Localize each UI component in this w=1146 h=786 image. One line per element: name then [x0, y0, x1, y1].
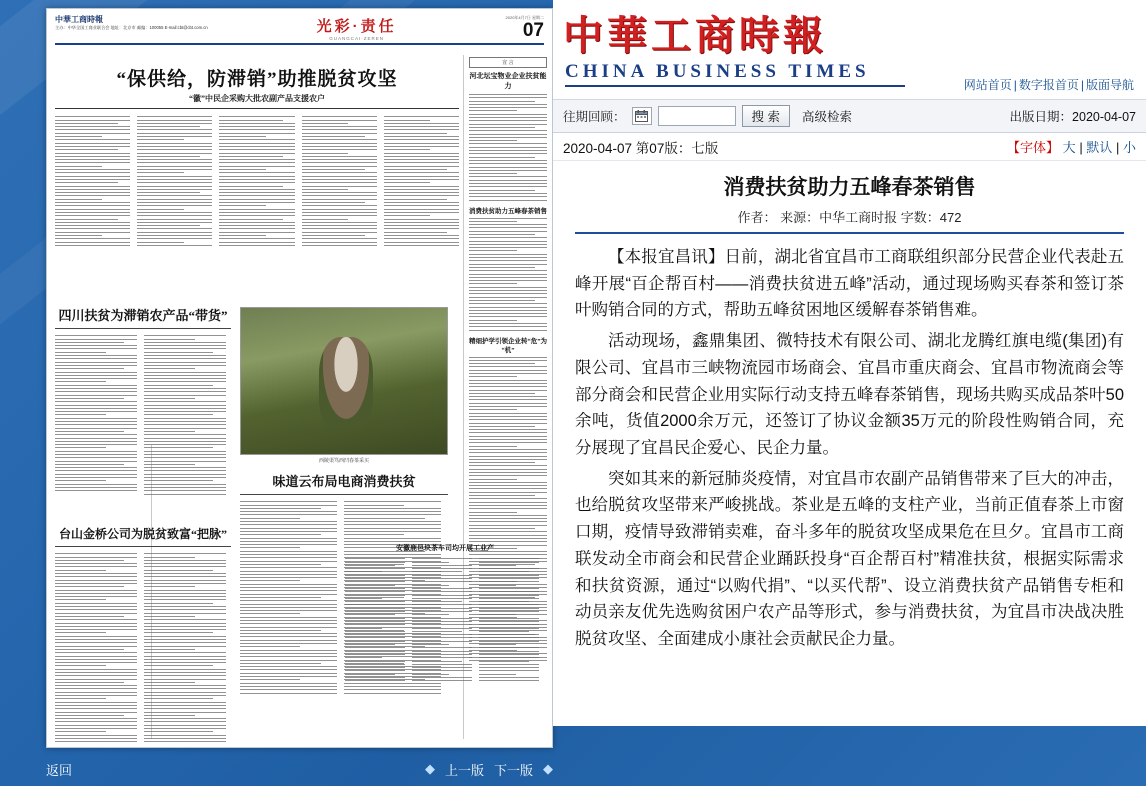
publish-date-label: 出版日期： — [1009, 110, 1073, 124]
link-home[interactable]: 网站首页 — [963, 78, 1012, 92]
article-title: 消费扶贫助力五峰春茶销售 — [723, 175, 976, 199]
header-links — [962, 76, 1136, 93]
newspaper-page-image[interactable] — [46, 8, 553, 748]
newspaper-section-header — [317, 15, 397, 41]
article-body — [575, 244, 1124, 653]
newspaper-section-title: 光彩·责任 — [316, 18, 397, 35]
newspaper-masthead — [55, 15, 544, 45]
search-button[interactable]: 搜 索 — [742, 105, 790, 127]
newspaper-headline: “保供给，防滞销”助推脱贫攻坚 — [116, 69, 398, 90]
newspaper-subheadline: 河北坛宝物业企业扶贫能力 — [469, 72, 547, 90]
article-text-column — [55, 333, 137, 497]
site-brand-cn: 中華工商時報 — [563, 13, 827, 58]
article-paragraph: 活动现场，鑫鼎集团、微特技术有限公司、湖北龙腾红旗电缆(集团)有限公司、宜昌市三峡物流园市场商会、宜昌市重庆商会、宜昌市物流商会等部分商会和民营企业用实际行动支持五峰春茶销售，现场共购买成品茶叶50余吨，货值2000余万元，还签订了协议金额35万元的阶段性购销合同，充分展现了宜昌民企爱心、民企力量。 — [575, 332, 1124, 458]
article-text-column — [345, 556, 405, 684]
article-text-column — [144, 333, 226, 497]
article-divider — [575, 232, 1124, 234]
newspaper-subheadline: 精细护学引领企业转“危”为“机” — [469, 337, 547, 354]
article-byline: 作者： 来源：中华工商时报 字数：472 — [737, 210, 962, 225]
article-text-column — [144, 551, 226, 745]
newspaper-subheadline: 消费扶贫助力五峰春茶销售 — [469, 207, 547, 215]
newspaper-section-pinyin: GUANGCAI·ZEREN — [329, 36, 384, 41]
font-size-label: 【字体】 — [1007, 140, 1060, 155]
newspaper-subheadline: 安徽鹿邑块茶车司均开展工业产 — [396, 544, 494, 552]
article-text-column — [219, 114, 294, 248]
newspaper-photo — [240, 307, 448, 455]
page-nav-group — [425, 760, 553, 779]
link-digital-home[interactable]: 数字报首页 — [1018, 78, 1079, 92]
newspaper-logo — [55, 15, 208, 30]
prev-page-button[interactable]: 上一版 — [444, 762, 484, 778]
divider — [55, 328, 231, 329]
font-size-separator: | — [1115, 140, 1120, 155]
article-text-column — [479, 556, 539, 684]
calendar-icon[interactable] — [632, 107, 652, 125]
article-text-column — [469, 94, 547, 201]
back-button[interactable]: 返回 — [46, 762, 73, 778]
article-text-column — [55, 551, 137, 745]
newspaper-subheadline: “徽”中民企采购大批农副产品支援农户 — [189, 94, 325, 103]
article-text-column — [469, 218, 547, 331]
newspaper-subheadline: 四川扶贫为滞销农产品“带货” — [58, 308, 228, 323]
newspaper-logo-subtitle: 主办：中华全国工商业联合会 地址：北京市 邮编：100055 E-mail:cbt@cbt.com.cn — [55, 25, 208, 30]
right-panel — [553, 0, 1146, 786]
font-size-default[interactable]: 默认 — [1086, 140, 1113, 155]
divider — [55, 546, 231, 547]
divider — [55, 108, 459, 109]
site-header — [553, 0, 1146, 100]
newspaper-issue-info: 2020年4月7日 星期二 — [505, 15, 544, 20]
link-page-nav[interactable]: 版面导航 — [1085, 78, 1134, 92]
issue-line: 2020-04-07 第07版：七版 — [563, 140, 719, 156]
article-text-column — [55, 114, 130, 248]
newspaper-page-number: 07 — [522, 20, 544, 41]
publish-date-value: 2020-04-07 — [1072, 110, 1136, 124]
font-size-small[interactable]: 小 — [1122, 140, 1136, 155]
divider — [240, 494, 448, 495]
article-paragraph: 突如其来的新冠肺炎疫情，对宜昌市农副产品销售带来了巨大的冲击，也给脱贫攻坚带来严峻挑战。茶业是五峰的支柱产业，当前正值春茶上市窗口期，疫情导致滞销卖难，奋斗多年的脱贫攻坚成果危在旦夕。宜昌市工商联发动全市商会和民营企业踊跃投身“百企帮百村”精准扶贫，根据实际需求和扶贫资源，通过“以购代捐”、“以买代帮”、设立消费扶贫产品销售专柜和动员亲友优先选购贫困户农产品等形式，参与消费扶贫，为宜昌市决战决胜脱贫攻坚、全面建成小康社会贡献民企力量。 — [575, 469, 1124, 649]
prev-arrow-icon[interactable]: ◆ — [424, 761, 435, 776]
font-size-separator: | — [1079, 140, 1083, 155]
newspaper-subheadline: 台山金桥公司为脱贫致富“把脉” — [58, 527, 227, 541]
article-text-column — [137, 114, 212, 248]
page-navigation-bar — [46, 756, 553, 782]
date-input[interactable] — [658, 106, 736, 126]
next-page-button[interactable]: 下一版 — [493, 762, 533, 778]
article-text-column — [384, 114, 459, 248]
font-size-controls — [1007, 137, 1136, 156]
newspaper-page-meta — [506, 15, 544, 40]
font-size-large[interactable]: 大 — [1062, 140, 1076, 155]
brand-divider — [565, 85, 905, 87]
article-text-column — [240, 499, 337, 696]
newspaper-subheadline: 味道云布局电商消费扶贫 — [272, 474, 416, 489]
publish-date-group — [1010, 107, 1136, 125]
link-separator: | — [1013, 78, 1017, 92]
article-container — [553, 161, 1146, 726]
newspaper-logo-title: 中華工商時報 — [55, 15, 103, 24]
site-brand-en: CHINA BUSINESS TIMES — [565, 61, 870, 82]
newspaper-photo-caption: 西陵渠笃西凹春茶采买 — [318, 458, 369, 464]
advanced-search-link[interactable]: 高级检索 — [802, 110, 853, 124]
link-separator: | — [1080, 78, 1084, 92]
article-paragraph: 【本报宜昌讯】日前，湖北省宜昌市工商联组织部分民营企业代表赴五峰开展“百企帮百村——消费扶贫进五峰”活动，通过现场购买春茶和签订茶叶购销合同的方式，帮助五峰贫困地区缓解春茶销售难。 — [575, 248, 1124, 320]
issue-meta-bar — [553, 133, 1146, 161]
newspaper-small-label: 宣 言 — [469, 57, 547, 68]
article-text-column — [412, 556, 472, 684]
search-toolbar — [553, 100, 1146, 133]
next-arrow-icon[interactable]: ◆ — [543, 761, 553, 776]
history-label: 往期回顾： — [563, 110, 626, 124]
article-text-column — [302, 114, 377, 248]
